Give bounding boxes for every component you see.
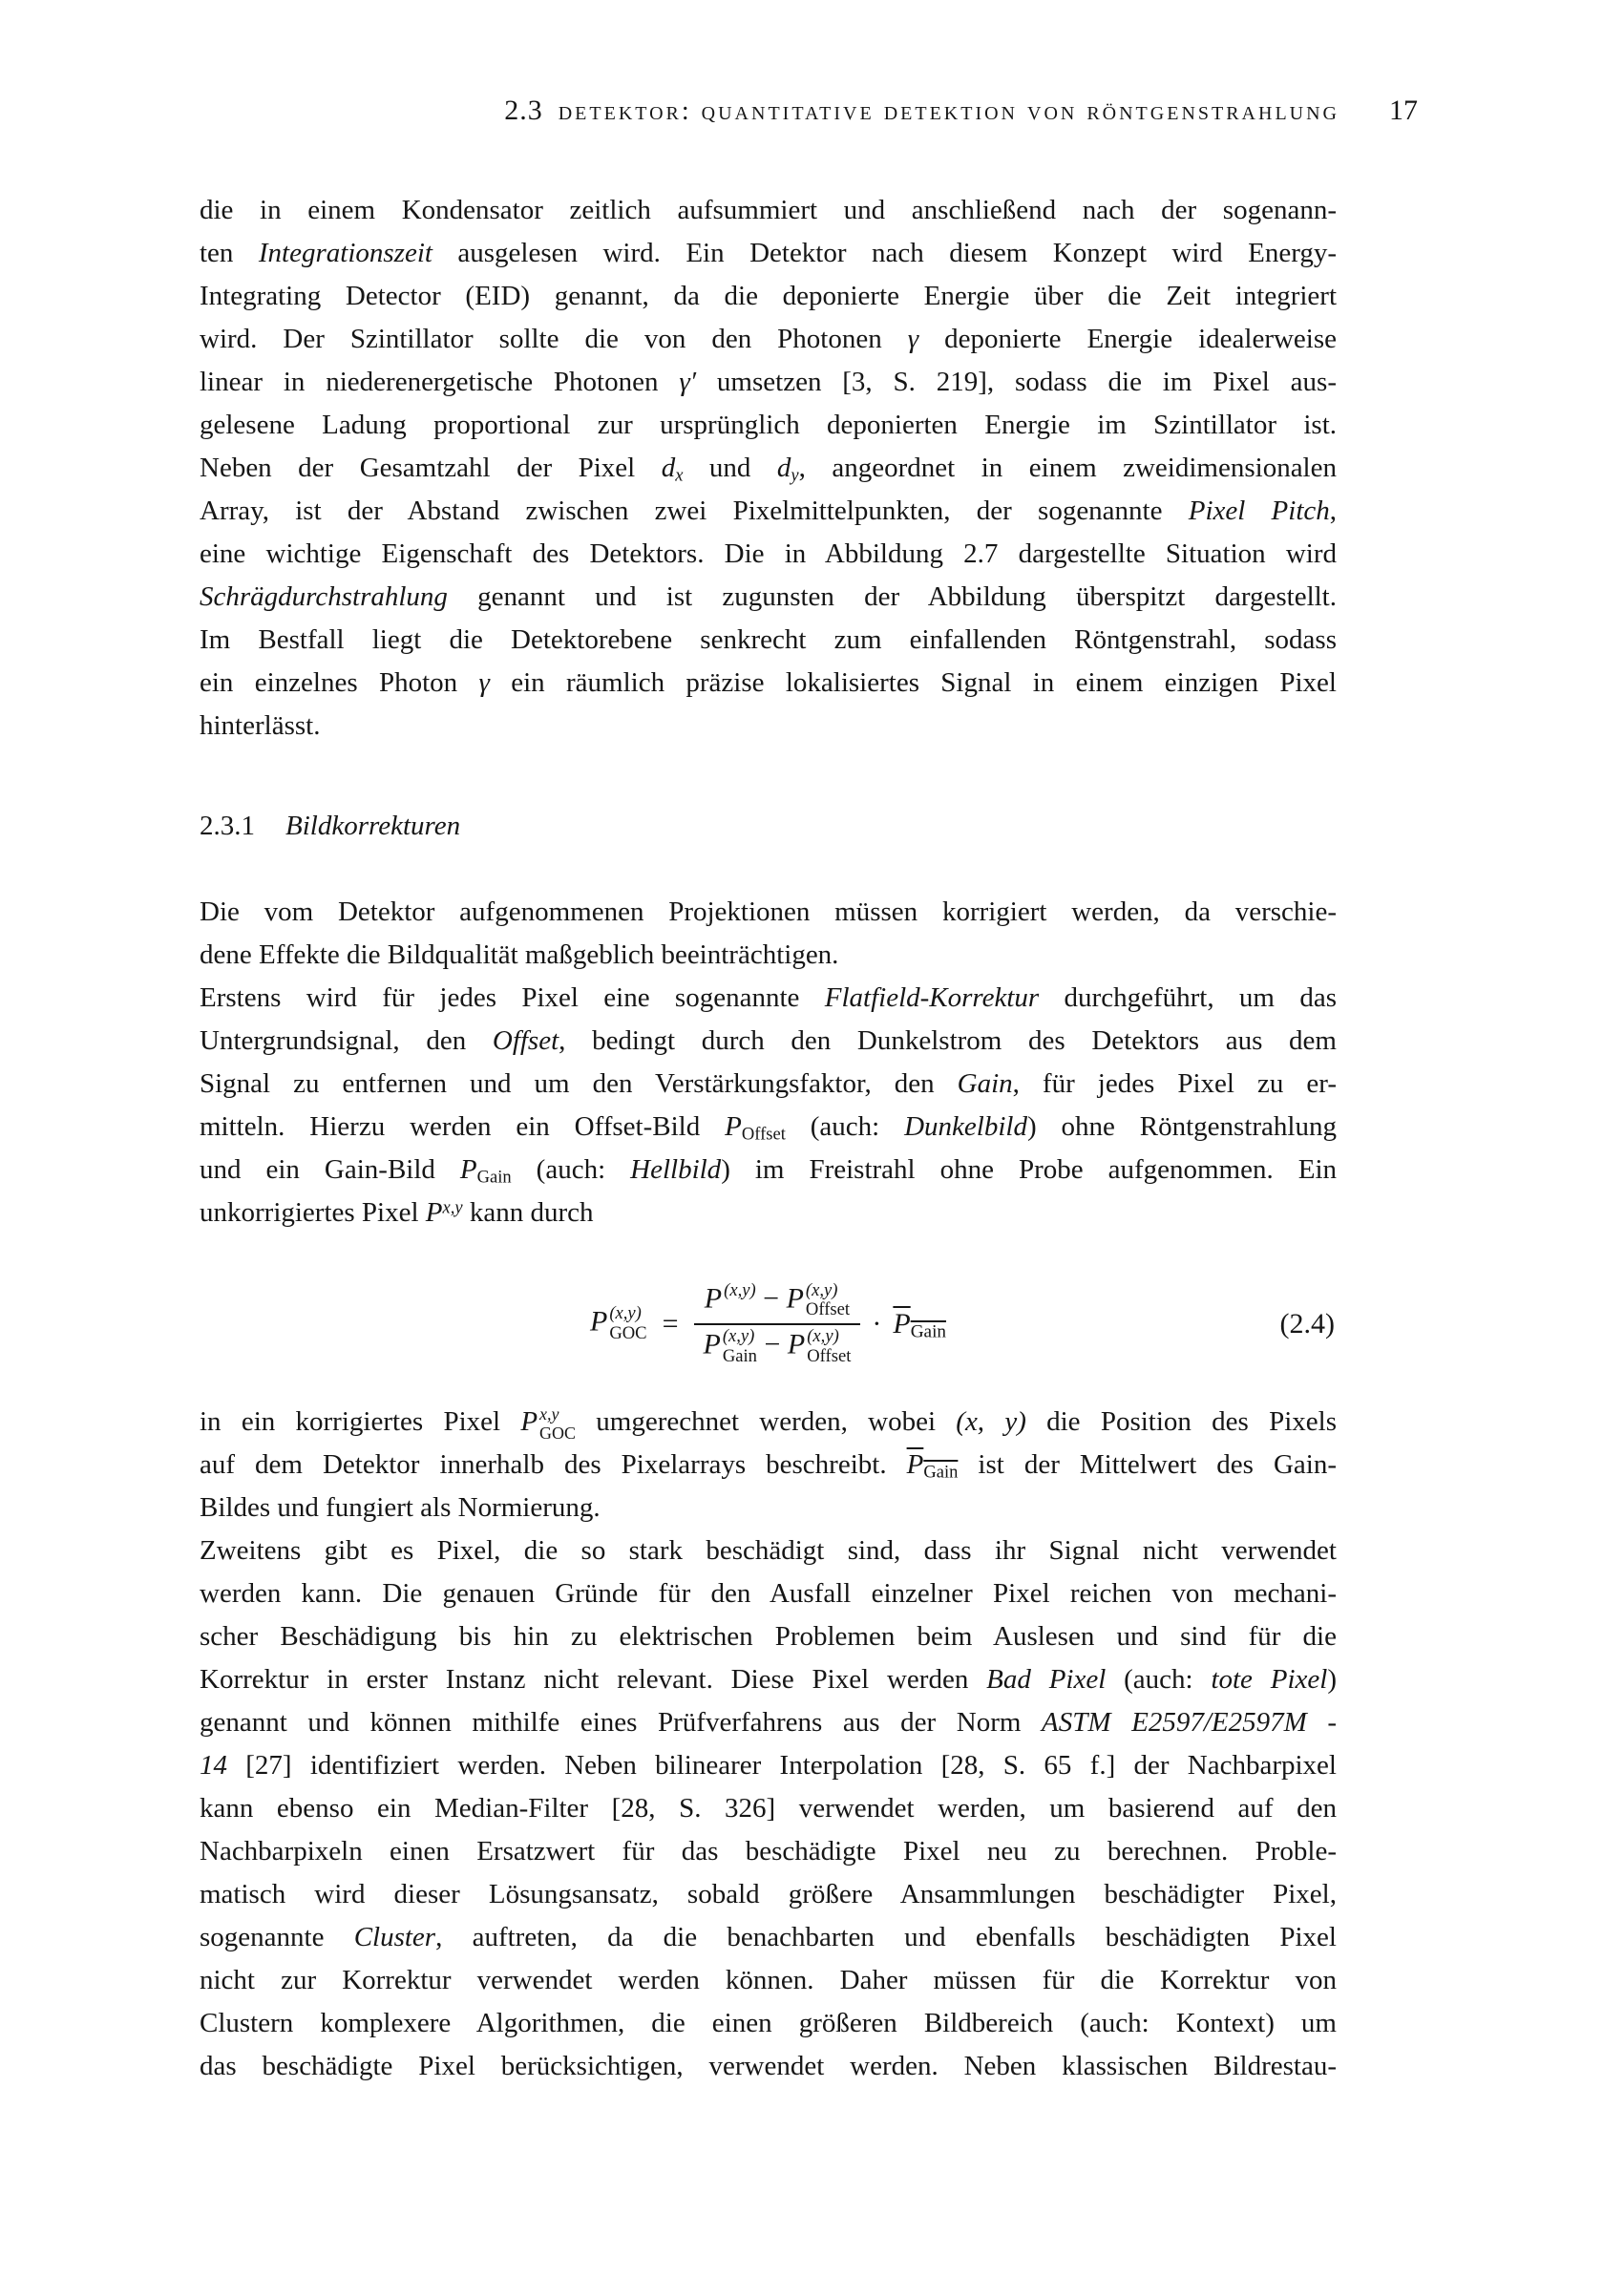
text-line: Erstens wird für jedes Pixel eine sogenannte Flatfield-Korrektur durchgeführt, um das (200, 982, 1337, 1013)
text-line: eine wichtige Eigenschaft des Detektors. Die in Abbildung 2.7 dargestellte Situation wird (200, 538, 1337, 569)
page-number: 17 (1389, 95, 1418, 126)
text-line: Array, ist der Abstand zwischen zwei Pixelmittelpunkten, der sogenannte Pixel Pitch, (200, 496, 1337, 526)
running-header (200, 94, 1418, 129)
paragraph-intro (200, 189, 1337, 748)
fraction-numerator: P (x,y) − P (x,y) Offset (704, 1279, 851, 1320)
text-line: ein einzelnes Photon γ ein räumlich präzise lokalisiertes Signal in einem einzigen Pixel (200, 667, 1337, 698)
equals-sign: = (662, 1308, 679, 1339)
text-line: Nachbarpixeln einen Ersatzwert für das beschädigte Pixel neu zu berechnen. Proble- (200, 1836, 1337, 1867)
text-line: sogenannte Cluster, auftreten, da die benachbarten und ebenfalls beschädigten Pixel (200, 1922, 1337, 1952)
text-line: Im Bestfall liegt die Detektorebene senkrecht zum einfallenden Röntgenstrahl, sodass (200, 624, 1337, 655)
equation-rhs: PGain (893, 1308, 947, 1342)
fraction-denominator: P (x,y) Gain − P (x,y) Offset (694, 1323, 861, 1369)
text-line: Integrating Detector (EID) genannt, da die deponierte Energie über die Zeit integriert (200, 281, 1337, 311)
subsection-number: 2.3.1 (200, 811, 255, 841)
text-line: Korrektur in erster Instanz nicht relevant. Diese Pixel werden Bad Pixel (auch: tote Pixel) (200, 1664, 1338, 1695)
subsection-heading (200, 804, 1337, 848)
text-line: Zweitens gibt es Pixel, die so stark beschädigt sind, dass ihr Signal nicht verwendet (200, 1535, 1337, 1566)
text-line: matisch wird dieser Lösungsansatz, sobald größere Ansammlungen beschädigter Pixel, (200, 1879, 1337, 1909)
text-line: Neben der Gesamtzahl der Pixel dx und dy, angeordnet in einem zweidimensionalen (200, 453, 1337, 486)
text-line: unkorrigiertes Pixel P$^{x,y}$ kann durch (200, 1197, 594, 1228)
text-line: wird. Der Szintillator sollte die von den Photonen γ deponierte Energie idealerweise (200, 324, 1338, 354)
display-equation (200, 1253, 1337, 1396)
text-line: in ein korrigiertes Pixel P x,y GOC umgerechnet werden, wobei (x, y) die Position des Pixels (200, 1404, 1337, 1444)
text-line: werden kann. Die genauen Gründe für den Ausfall einzelner Pixel reichen von mechani- (200, 1578, 1337, 1609)
text-line: auf dem Detektor innerhalb des Pixelarrays beschreibt. PGain ist der Mittelwert des Gain- (200, 1449, 1338, 1483)
equation-fraction (694, 1279, 861, 1369)
text-line: scher Beschädigung bis hin zu elektrischen Problemen beim Auslesen und sind für die (200, 1621, 1337, 1652)
text-line: ten Integrationszeit ausgelesen wird. Ein Detektor nach diesem Konzept wird Energy- (200, 238, 1337, 268)
text-line: hinterlässt. (200, 710, 321, 741)
header-section-number: 2.3 (504, 95, 543, 126)
text-line: linear in niederenergetische Photonen γ′ umsetzen [3, S. 219], sodass die im Pixel aus- (200, 367, 1337, 397)
text-line: 14 [27] identifiziert werden. Neben bilinearer Interpolation [28, S. 65 f.] der Nachbarpixel (200, 1750, 1337, 1781)
text-line: Clustern komplexere Algorithmen, die einen größeren Bildbereich (auch: Kontext) um (200, 2008, 1337, 2038)
text-line: und ein Gain-Bild PGain (auch: Hellbild) im Freistrahl ohne Probe aufgenommen. Ein (200, 1154, 1337, 1188)
paragraph-badpixel (200, 1401, 1337, 2088)
text-line: kann ebenso ein Median-Filter [28, S. 326] verwendet werden, um basierend auf den (200, 1793, 1337, 1824)
text-line: Schrägdurchstrahlung genannt und ist zugunsten der Abbildung überspitzt dargestellt. (200, 581, 1337, 612)
text-line: nicht zur Korrektur verwendet werden können. Daher müssen für die Korrektur von (200, 1965, 1337, 1995)
paragraph-corrections (200, 891, 1337, 1234)
equation-number: (2.4) (1279, 1308, 1335, 1339)
text-line: genannt und können mithilfe eines Prüfverfahrens aus der Norm ASTM E2597/E2597M - (200, 1707, 1337, 1738)
text-line: mitteln. Hierzu werden ein Offset-Bild POffset (auch: Dunkelbild) ohne Röntgenstrahlung (200, 1111, 1337, 1145)
text-line: dene Effekte die Bildqualität maßgeblich beeinträchtigen. (200, 939, 839, 970)
text-line: die in einem Kondensator zeitlich aufsummiert und anschließend nach der sogenann- (200, 195, 1337, 225)
subsection-title: Bildkorrekturen (285, 811, 461, 841)
text-line: Die vom Detektor aufgenommenen Projektionen müssen korrigiert werden, da verschie- (200, 896, 1337, 927)
equation-body (590, 1279, 946, 1369)
text-line: gelesene Ladung proportional zur ursprünglich deponierten Energie im Szintillator ist. (200, 410, 1337, 440)
text-line: Untergrundsignal, den Offset, bedingt durch den Dunkelstrom des Detektors aus dem (200, 1025, 1337, 1056)
equation-lhs: P (x,y) GOC (589, 1303, 647, 1343)
header-section-title: detektor: quantitative detektion von röntgenstrahlung (558, 96, 1339, 126)
text-line: das beschädigte Pixel berücksichtigen, verwendet werden. Neben klassischen Bildrestau- (200, 2051, 1337, 2081)
multiplication-dot: · (872, 1308, 882, 1339)
text-line: Signal zu entfernen und um den Verstärkungsfaktor, den Gain, für jedes Pixel zu er- (200, 1068, 1337, 1099)
text-line: Bildes und fungiert als Normierung. (200, 1492, 601, 1523)
